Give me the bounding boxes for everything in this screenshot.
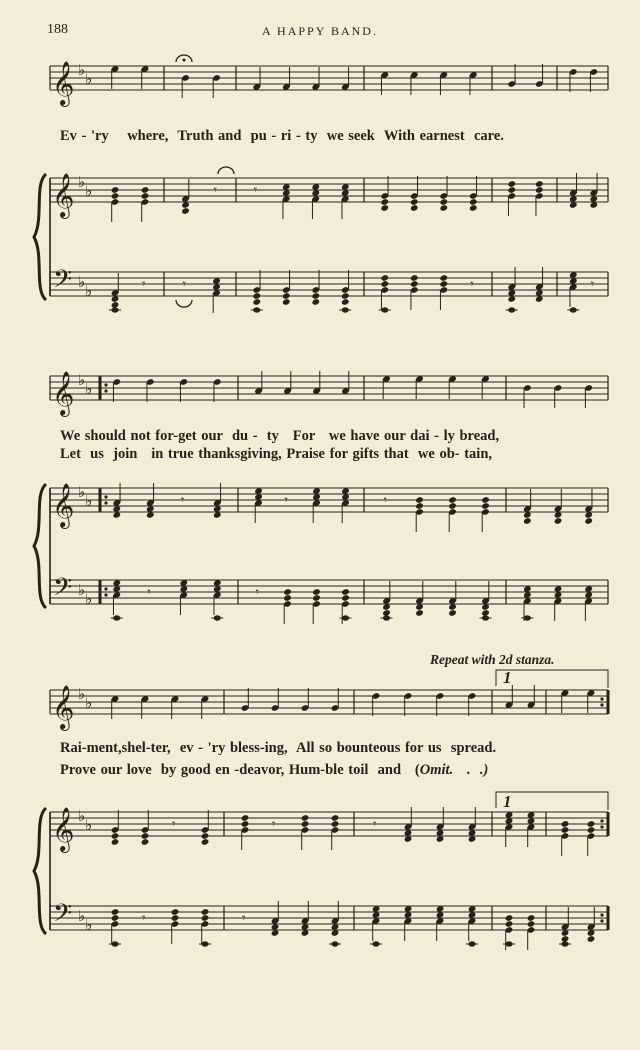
note-head bbox=[380, 280, 389, 288]
note-head bbox=[252, 292, 261, 300]
note-head bbox=[415, 496, 424, 504]
note-head bbox=[111, 908, 120, 916]
note-head bbox=[587, 820, 596, 828]
repeat-dot bbox=[104, 389, 107, 392]
note-head bbox=[111, 186, 120, 194]
flat-icon: ♭ bbox=[78, 273, 86, 291]
rest-icon: 𝄾 bbox=[272, 817, 276, 832]
brace-icon bbox=[34, 808, 46, 934]
rest-icon: 𝄾 bbox=[590, 277, 595, 292]
rest-icon: 𝄾 bbox=[242, 911, 246, 926]
note-head bbox=[141, 186, 150, 194]
flat-icon: ♭ bbox=[78, 371, 86, 389]
flat-icon: ♭ bbox=[78, 483, 86, 501]
treble-clef-icon: 𝄞 bbox=[52, 807, 75, 851]
bass-clef-icon: 𝄢 bbox=[53, 573, 73, 608]
brace-icon bbox=[34, 484, 46, 608]
note-head bbox=[181, 207, 190, 215]
note-head bbox=[241, 820, 250, 828]
note-head bbox=[410, 274, 419, 282]
rest-icon: 𝄾 bbox=[284, 493, 288, 508]
note-head bbox=[341, 588, 350, 596]
note-head bbox=[415, 502, 424, 510]
note-head bbox=[301, 820, 310, 828]
bass-clef-icon: 𝄢 bbox=[53, 899, 73, 934]
note-head bbox=[439, 204, 448, 212]
running-title: A HAPPY BAND. bbox=[262, 24, 378, 38]
note-head bbox=[507, 180, 516, 188]
lyric-line-s3-v1: Rai-ment,shel-ter, ev - 'ry bless-ing, All so bounteous for us spread. bbox=[60, 740, 497, 756]
note-head bbox=[171, 908, 180, 916]
repeat-dot bbox=[104, 383, 107, 386]
bass-clef-icon: 𝄢 bbox=[53, 265, 73, 300]
note-head bbox=[141, 832, 150, 840]
flat-icon: ♭ bbox=[85, 694, 93, 712]
note-head bbox=[331, 820, 340, 828]
lyric-line-s2-v2: Let us join in true thanksgiving, Praise for gifts that we ob- tain, bbox=[60, 446, 493, 462]
repeat-dot bbox=[600, 913, 603, 916]
note-head bbox=[282, 298, 291, 306]
note-head bbox=[584, 517, 593, 525]
flat-icon: ♭ bbox=[85, 282, 93, 300]
note-head bbox=[380, 204, 389, 212]
flat-icon: ♭ bbox=[85, 70, 93, 88]
repeat-dot bbox=[600, 703, 603, 706]
note-head bbox=[527, 914, 536, 922]
flat-icon: ♭ bbox=[78, 61, 86, 79]
note-head bbox=[201, 914, 210, 922]
rest-icon: 𝄾 bbox=[383, 493, 387, 508]
note-head bbox=[380, 198, 389, 206]
flat-icon: ♭ bbox=[78, 907, 86, 925]
repeat-dot bbox=[600, 819, 603, 822]
note-head bbox=[469, 198, 478, 206]
repeat-dot bbox=[104, 501, 107, 504]
note-head bbox=[283, 588, 292, 596]
note-head bbox=[111, 192, 120, 200]
note-head bbox=[331, 814, 340, 822]
note-head bbox=[141, 838, 150, 846]
rest-icon: 𝄾 bbox=[147, 585, 151, 600]
flat-icon: ♭ bbox=[85, 590, 93, 608]
note-head bbox=[535, 180, 544, 188]
repeat-dot bbox=[104, 495, 107, 498]
lyric-text: Prove our love by good en -deavor, Hum-ble toil and ( bbox=[60, 762, 420, 778]
note-head bbox=[505, 920, 514, 928]
note-head bbox=[201, 832, 210, 840]
lyric-line-s1: Ev - 'ry where, Truth and pu - ri - ty we seek With earnest care. bbox=[60, 128, 504, 144]
treble-clef-icon: 𝄞 bbox=[52, 61, 75, 105]
note-head bbox=[201, 908, 210, 916]
flat-icon: ♭ bbox=[78, 807, 86, 825]
repeat-dot bbox=[600, 919, 603, 922]
note-head bbox=[535, 186, 544, 194]
note-head bbox=[505, 914, 514, 922]
flat-icon: ♭ bbox=[85, 380, 93, 398]
flat-icon: ♭ bbox=[85, 816, 93, 834]
rest-icon: 𝄾 bbox=[180, 493, 185, 508]
note-head bbox=[311, 292, 320, 300]
rest-icon: 𝄾 bbox=[142, 911, 146, 926]
repeat-dot bbox=[104, 593, 107, 596]
treble-clef-icon: 𝄞 bbox=[52, 173, 75, 217]
note-head bbox=[241, 814, 250, 822]
flat-icon: ♭ bbox=[78, 581, 86, 599]
note-head bbox=[301, 814, 310, 822]
volta-label: 1 bbox=[503, 792, 512, 811]
note-head bbox=[448, 502, 457, 510]
note-head bbox=[201, 838, 210, 846]
repeat-dot bbox=[600, 825, 603, 828]
flat-icon: ♭ bbox=[78, 685, 86, 703]
note-head bbox=[561, 820, 570, 828]
fermata-icon bbox=[218, 167, 234, 174]
flat-icon: ♭ bbox=[78, 173, 86, 191]
note-head bbox=[141, 192, 150, 200]
note-head bbox=[439, 274, 448, 282]
note-head bbox=[439, 280, 448, 288]
note-head bbox=[554, 517, 563, 525]
page-number: 188 bbox=[47, 22, 68, 37]
note-head bbox=[481, 502, 490, 510]
note-head bbox=[312, 588, 321, 596]
repeat-dot bbox=[104, 587, 107, 590]
note-head bbox=[469, 204, 478, 212]
note-head bbox=[111, 838, 120, 846]
note-head bbox=[523, 517, 532, 525]
flat-icon: ♭ bbox=[85, 916, 93, 934]
rest-icon: 𝄾 bbox=[255, 585, 259, 600]
note-head bbox=[439, 198, 448, 206]
note-head bbox=[283, 594, 292, 602]
volta-bracket bbox=[496, 792, 608, 810]
note-head bbox=[282, 292, 291, 300]
brace-icon bbox=[34, 174, 46, 300]
note-head bbox=[171, 914, 180, 922]
fermata-icon bbox=[176, 300, 192, 307]
note-head bbox=[410, 204, 419, 212]
note-head bbox=[311, 298, 320, 306]
rest-icon: 𝄾 bbox=[142, 277, 146, 292]
rest-icon: 𝄾 bbox=[253, 183, 258, 198]
rest-icon: 𝄾 bbox=[213, 183, 217, 198]
note-head bbox=[341, 594, 350, 602]
note-head bbox=[111, 832, 120, 840]
note-head bbox=[312, 594, 321, 602]
lyric-line-s3-v2 bbox=[60, 762, 620, 779]
treble-clef-icon: 𝄞 bbox=[52, 483, 75, 527]
note-head bbox=[111, 914, 120, 922]
note-head bbox=[561, 826, 570, 834]
note-head bbox=[341, 292, 350, 300]
treble-clef-icon: 𝄞 bbox=[52, 371, 75, 415]
treble-clef-icon: 𝄞 bbox=[52, 685, 75, 729]
note-head bbox=[527, 920, 536, 928]
omit-note: Omit. . .) bbox=[419, 762, 489, 778]
flat-icon: ♭ bbox=[85, 182, 93, 200]
note-head bbox=[481, 496, 490, 504]
note-head bbox=[507, 186, 516, 194]
note-head bbox=[587, 935, 596, 943]
rest-icon: 𝄾 bbox=[182, 277, 186, 292]
repeat-dot bbox=[600, 697, 603, 700]
note-head bbox=[448, 496, 457, 504]
note-head bbox=[252, 298, 261, 306]
volta-label: 1 bbox=[503, 668, 512, 687]
lyric-line-s2-v1: We should not for-get our du - ty For we have our dai - ly bread, bbox=[60, 428, 500, 444]
fermata-icon bbox=[183, 59, 186, 62]
note-head bbox=[341, 298, 350, 306]
rest-icon: 𝄾 bbox=[373, 817, 377, 832]
repeat-instruction: Repeat with 2d stanza. bbox=[430, 652, 555, 667]
note-head bbox=[380, 274, 389, 282]
note-head bbox=[415, 609, 424, 617]
note-head bbox=[410, 198, 419, 206]
note-head bbox=[448, 609, 457, 617]
note-head bbox=[410, 280, 419, 288]
rest-icon: 𝄾 bbox=[172, 817, 176, 832]
flat-icon: ♭ bbox=[85, 492, 93, 510]
note-head bbox=[587, 826, 596, 834]
rest-icon: 𝄾 bbox=[470, 277, 474, 292]
